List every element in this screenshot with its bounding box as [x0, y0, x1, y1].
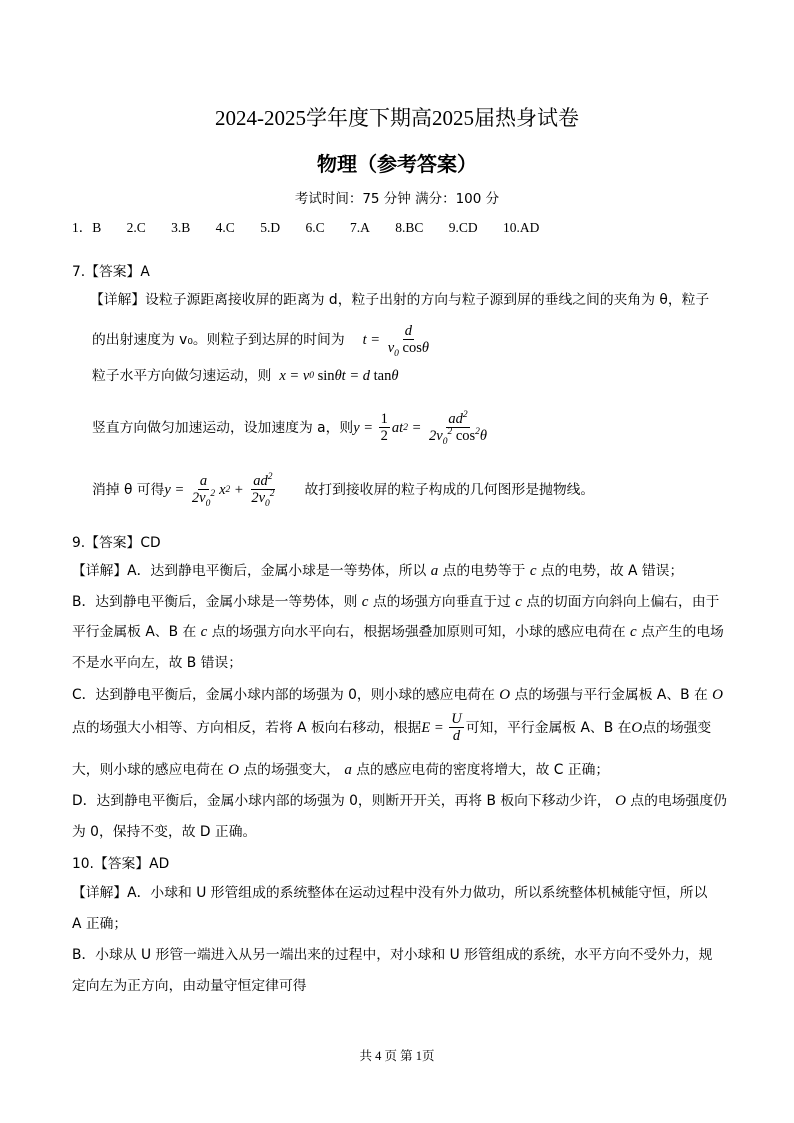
q9-c-part2: 点的场强与平行金属板 A、B 在 — [514, 687, 708, 703]
formula-parabola: y = $\frac{a}{2v_0^2}$ x 2 + $\frac{ad^2}{2v_0^2}$ — [164, 472, 275, 509]
q9-c-part8: 点的感应电荷的密度将增大，故 C 正确； — [356, 762, 610, 778]
q9-b-part2: 点的场强方向垂直于过 — [372, 594, 511, 610]
q7-vertical-text: 竖直方向做匀加速运动，设加速度为 a，则 — [92, 420, 354, 436]
q10-option-b-line2: 定向左为正方向，由动量守恒定律可得 — [72, 978, 307, 994]
symbol-u: U — [451, 711, 462, 727]
answer-8: 8.BC — [395, 220, 424, 235]
q9-option-b-line3: 不是水平向左，故 B 错误； — [72, 655, 243, 671]
answer-5: 5.D — [260, 220, 281, 235]
q9-b-part1: B．达到静电平衡后，金属小球是一等势体，则 — [72, 594, 358, 610]
q9-b-part4: 平行金属板 A、B 在 — [72, 624, 197, 640]
q7-paragraph-3 — [92, 366, 398, 386]
q10-option-a-line2: A 正确； — [72, 916, 128, 932]
answer-key — [72, 216, 561, 236]
formula-vertical: y = $\frac{1}{2}$ at 2 = $\frac{ad^2}{2v_0^2 \cos^2\theta}$ — [353, 410, 488, 447]
document-title: 2024-2025学年度下期高2025届热身试卷 — [215, 106, 579, 130]
answer-2: 2.C — [126, 220, 146, 235]
q7-time-text: 的出射速度为 v₀。则粒子到达屏的时间为 — [92, 332, 345, 348]
q9-option-a — [72, 561, 683, 581]
symbol-c: c — [361, 594, 369, 610]
q9-option-c-line3 — [72, 760, 609, 780]
q9-option-d-line2: 为 0，保持不变，故 D 正确。 — [72, 824, 257, 840]
q9-b-part3: 点的切面方向斜向上偏右，由于 — [526, 594, 720, 610]
q10-heading: 10.【答案】AD — [72, 856, 170, 872]
q9-c-part3: 点的场强大小相等、方向相反，若将 A 板向右移动，根据 — [72, 720, 422, 736]
q9-option-b-line1 — [72, 592, 719, 612]
symbol-o: O — [631, 720, 643, 736]
q7-paragraph-2 — [92, 323, 433, 359]
answer-1: 1．B — [72, 220, 102, 235]
q9-b-part5: 点的场强方向水平向右，根据场强叠加原则可知，小球的感应电荷在 — [211, 624, 626, 640]
document-subtitle: 物理（参考答案） — [317, 152, 477, 176]
symbol-c: c — [529, 563, 537, 579]
answer-7: 7.A — [349, 220, 370, 235]
q9-a-part1: 【详解】A．达到静电平衡后，金属小球是一等势体，所以 — [72, 563, 427, 579]
q9-a-part2: 点的电势等于 — [442, 563, 526, 579]
q7-heading: 7.【答案】A — [72, 264, 150, 280]
q7-paragraph-5 — [92, 472, 595, 509]
q9-d-part2: 点的电场强度仍 — [630, 793, 727, 809]
q9-a-part3: 点的电势，故 A 错误； — [540, 563, 684, 579]
q9-option-c-line2 — [72, 712, 711, 744]
symbol-o: O — [499, 687, 511, 703]
q9-c-part7: 点的场强变大， — [243, 762, 340, 778]
symbol-d: d — [452, 728, 461, 744]
q9-c-part1: C．达到静电平衡后，金属小球内部的场强为 0，则小球的感应电荷在 — [72, 687, 495, 703]
q7-eliminate-text: 消掉 θ 可得 — [92, 482, 165, 498]
q9-option-b-line2 — [72, 622, 724, 642]
q9-option-c-line1 — [72, 685, 723, 705]
symbol-e: E — [421, 720, 431, 736]
answer-10: 10.AD — [502, 220, 540, 235]
symbol-c: c — [630, 624, 637, 640]
q7-conclusion-text: 故打到接收屏的粒子构成的几何图形是抛物线。 — [304, 482, 595, 498]
answer-4: 4.C — [215, 220, 235, 235]
q9-c-part6: 大，则小球的感应电荷在 — [72, 762, 224, 778]
q9-b-part6: 点产生的电场 — [641, 624, 724, 640]
exam-info: 考试时间：75 分钟 满分：100 分 — [294, 191, 500, 207]
q9-option-d-line1 — [72, 791, 727, 811]
q7-horizontal-text: 粒子水平方向做匀速运动，则 — [92, 368, 272, 384]
q7-paragraph-1: 【详解】设粒子源距离接收屏的距离为 d，粒子出射的方向与粒子源到屏的垂线之间的夹角为 θ，粒子 — [90, 292, 710, 308]
q9-heading: 9.【答案】CD — [72, 535, 161, 551]
q10-option-b-line1: B．小球从 U 形管一端进入从另一端出来的过程中，对小球和 U 形管组成的系统，水平方向不受外力，规 — [72, 947, 713, 963]
q10-option-a-line1: 【详解】A．小球和 U 形管组成的系统整体在运动过程中没有外力做功，所以系统整体机械能守恒，所以 — [72, 885, 708, 901]
symbol-a: a — [430, 563, 439, 579]
symbol-c: c — [515, 594, 522, 610]
q9-c-part4: 可知，平行金属板 A、B 在 — [465, 720, 632, 736]
q9-d-part1: D．达到静电平衡后，金属小球内部的场强为 0，则断开开关，再将 B 板向下移动少许， — [72, 793, 611, 809]
q9-c-part5: 点的场强变 — [642, 720, 712, 736]
symbol-o: O — [615, 793, 626, 809]
formula-time: t = $\frac{d}{v_0 \cos\theta}$ — [362, 323, 429, 359]
formula-horizontal: x = v 0 sin θt = d tan θ — [279, 368, 399, 384]
symbol-c: c — [200, 624, 208, 640]
q7-paragraph-4 — [92, 410, 491, 447]
answer-3: 3.B — [171, 220, 191, 235]
symbol-o: O — [712, 687, 724, 703]
symbol-a: a — [344, 762, 352, 778]
symbol-o: O — [228, 762, 239, 778]
page-footer: 共 4 页 第 1页 — [359, 1049, 435, 1063]
answer-9: 9.CD — [448, 220, 478, 235]
answer-6: 6.C — [305, 220, 325, 235]
formula-field-strength: E = $\frac{U}{d}$ — [421, 711, 462, 744]
